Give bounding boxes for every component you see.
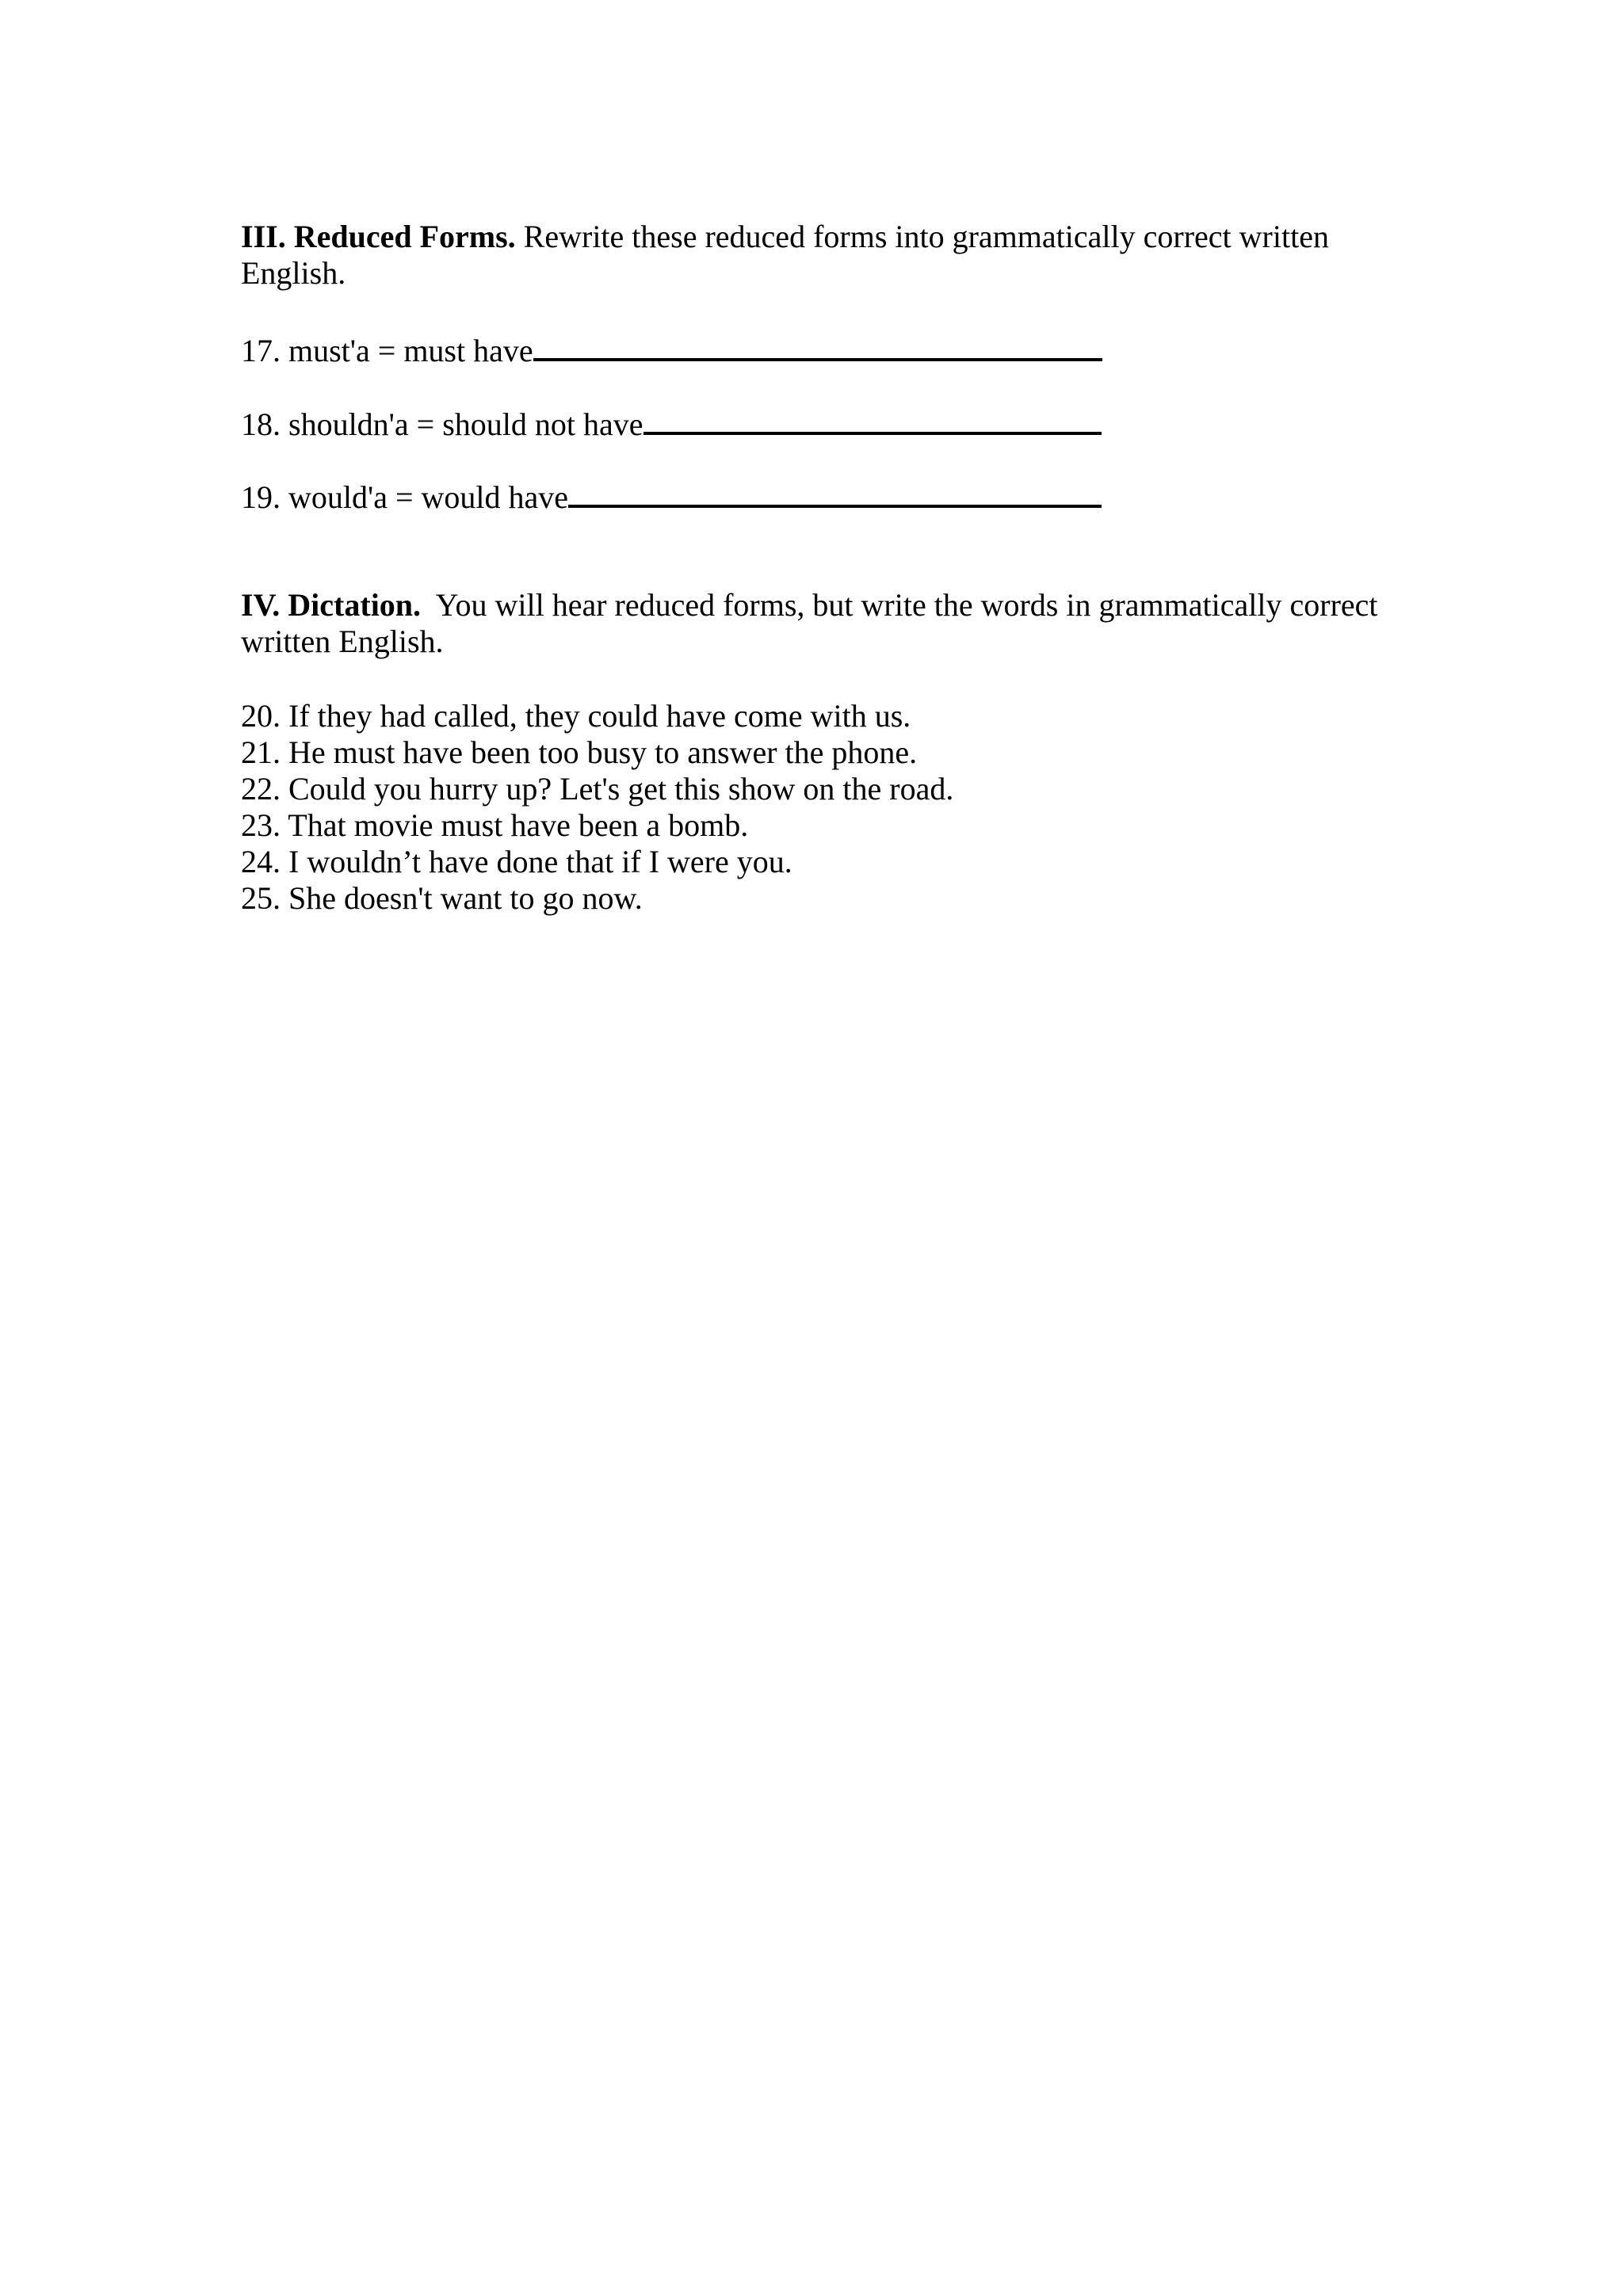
answer-blank-line bbox=[643, 403, 1102, 435]
dictation-sentence: 25. She doesn't want to go now. bbox=[241, 880, 643, 916]
dictation-sentence-list bbox=[241, 698, 1382, 917]
dictation-sentence: 21. He must have been too busy to answer the phone. bbox=[241, 734, 918, 770]
answer-blank-line bbox=[568, 476, 1102, 508]
section-instructions: You will hear reduced forms, but write the words in grammatically correct written English. bbox=[241, 587, 1386, 659]
section-heading: III. Reduced Forms. bbox=[241, 219, 516, 254]
exercise-item-18 bbox=[241, 403, 1382, 443]
exercise-item-17 bbox=[241, 330, 1382, 369]
exercise-item-text: 19. would'a = would have bbox=[241, 479, 569, 515]
exercise-item-text: 18. shouldn'a = should not have bbox=[241, 406, 643, 442]
dictation-sentence: 22. Could you hurry up? Let's get this show on the road. bbox=[241, 771, 954, 807]
exercise-item-19 bbox=[241, 476, 1382, 516]
section-instructions: Rewrite these reduced forms into grammatically correct written English. bbox=[241, 219, 1329, 291]
dictation-sentence: 23. That movie must have been a bomb. bbox=[241, 807, 749, 843]
exercise-item-text: 17. must'a = must have bbox=[241, 333, 533, 368]
answer-blank-line bbox=[533, 330, 1102, 361]
dictation-sentence: 24. I wouldn’t have done that if I were you. bbox=[241, 844, 792, 879]
section-dictation-intro bbox=[241, 587, 1386, 660]
section-reduced-forms-intro bbox=[241, 219, 1382, 292]
dictation-sentence: 20. If they had called, they could have come with us. bbox=[241, 698, 911, 734]
section-heading: IV. Dictation. bbox=[241, 587, 422, 623]
